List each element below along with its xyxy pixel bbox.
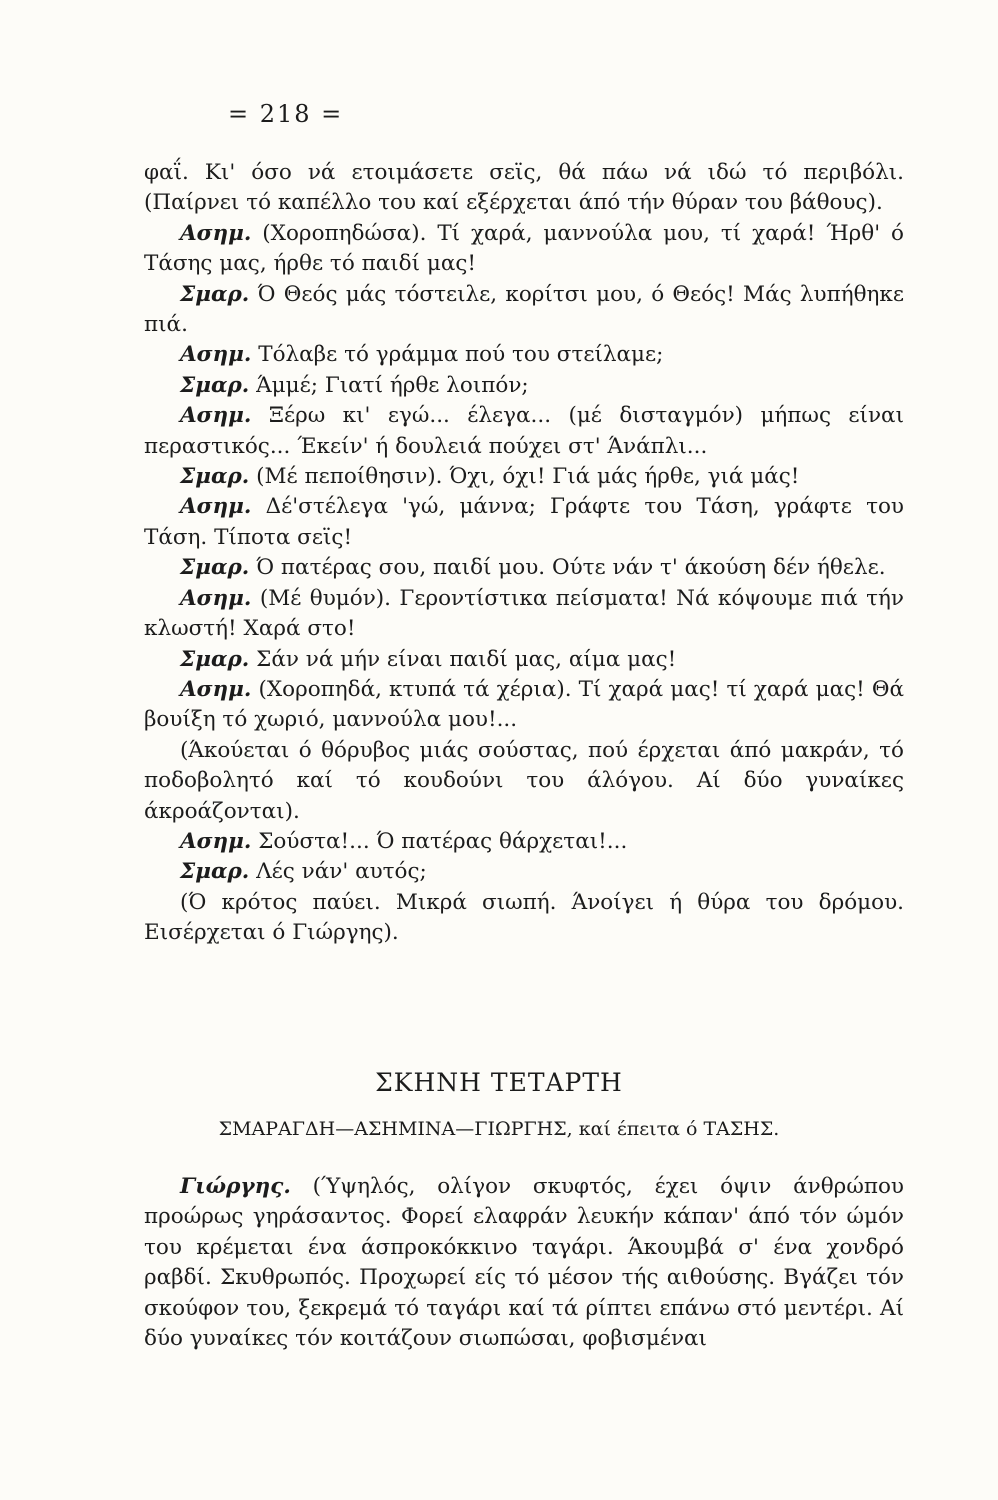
line-9: (Μέ θυμόν). Γεροντίστικα πείσματα! Νά κόψουμε πιά τήν κλωστή! Χαρά στο!: [144, 585, 904, 642]
cast-line: ΣΜΑΡΑΓΔΗ—ΑΣΗΜΙΝΑ—ΓΙΩΡΓΗΣ, καί έπειτα ό ΤΑΣΗΣ.: [218, 1118, 780, 1140]
speaker-6: Σμαρ.: [180, 464, 250, 490]
speaker-1: Ασημ.: [180, 220, 252, 246]
paragraph-12: [144, 736, 904, 827]
line-5: Ξέρω κι' εγώ... έλεγα... (μέ δισταγμόν) μήπως είναι περαστικός... Έκείν' ή δουλειά πούχει στ' Άνάπλι...: [144, 403, 905, 459]
speaker-11: Ασημ.: [180, 676, 252, 702]
paragraph-7: [144, 492, 904, 553]
scene-line-0: (Ύψηλός, ολίγον σκυφτός, έχει όψιν άνθρώπου προώρως γηράσαντος. Φορεί ελαφράν λευκήν κάπαν' άπό τόν ώμόν του κρέμεται ένα άσπροκόκκινο ταγάρι. Άκουμβά σ' ένα χονδρό ραβδί. Σκυθρωπός. Προχωρεί είς τό μέσον τής αιθούσης. Βγάζει τόν σκούφον του, ξεκρεμά τό ταγάρι καί τά ρίπτει επάνω στό μεντέρι. Αί δύο γυναίκες τόν κοιτάζουν σιωπώσαι, φοβισμέναι: [144, 1174, 904, 1352]
line-15: (Ό κρότος παύει. Μικρά σιωπή. Άνοίγει ή θύρα του δρόμου. Εισέρχεται ό Γιώργης).: [144, 889, 904, 946]
scene-paragraph-0: [144, 1172, 904, 1354]
line-12: (Άκούεται ό θόρυβος μιάς σούστας, πού έρχεται άπό μακράν, τό ποδοβολητό καί τό κουδούνι του άλόγου. Αί δύο γυναίκες άκροάζονται).: [144, 737, 904, 824]
paragraph-2: [144, 280, 904, 341]
paragraph-11: [144, 675, 904, 736]
line-0: φαΐ. Κι' όσο νά ετοιμάσετε σεϊς, θά πάω νά ιδώ τό περιβόλι. (Παίρνει τό καπέλλο του καί εξέρχεται άπό τήν θύραν του βάθους).: [144, 160, 904, 216]
speaker-8: Σμαρ.: [180, 555, 250, 581]
paragraph-15: [144, 888, 904, 949]
line-14: Λές νάν' αυτός;: [256, 859, 427, 885]
speaker-13: Ασημ.: [180, 828, 252, 854]
line-7: Δέ'στέλεγα 'γώ, μάννα; Γράφτε του Τάση, γράφτε του Τάση. Τίποτα σεϊς!: [144, 494, 904, 550]
line-1: (Χοροπηδώσα). Τί χαρά, μαννούλα μου, τί χαρά! Ήρθ' ό Τάσης μας, ήρθε τό παιδί μας!: [144, 220, 904, 277]
line-6: (Μέ πεποίθησιν). Όχι, όχι! Γιά μάς ήρθε, γιά μάς!: [256, 464, 800, 490]
paragraph-14: [144, 857, 904, 887]
line-8: Ό πατέρας σου, παιδί μου. Ούτε νάν τ' άκούση δέν ήθελε.: [256, 555, 886, 581]
line-3: Τόλαβε τό γράμμα πού του στείλαμε;: [258, 342, 664, 368]
scene-speaker-0: Γιώργης.: [180, 1174, 291, 1199]
scene-text-block: [144, 1172, 904, 1354]
paragraph-13: [144, 827, 904, 857]
speaker-10: Σμαρ.: [180, 646, 250, 672]
line-2: Ό Θεός μάς τόστειλε, κορίτσι μου, ό Θεός! Μάς λυπήθηκε πιά.: [144, 281, 904, 338]
dialogue-block: [144, 158, 904, 949]
speaker-9: Ασημ.: [180, 585, 252, 611]
line-11: (Χοροπηδά, κτυπά τά χέρια). Τί χαρά μας! τί χαρά μας! Θά βουίξη τό χωριό, μαννούλα μου!...: [144, 676, 904, 733]
line-10: Σάν νά μήν είναι παιδί μας, αίμα μας!: [256, 646, 677, 672]
paragraph-8: [144, 553, 904, 583]
speaker-5: Ασημ.: [180, 403, 252, 429]
line-13: Σούστα!... Ό πατέρας θάρχεται!...: [258, 828, 628, 854]
paragraph-1: [144, 219, 904, 280]
paragraph-3: [144, 340, 904, 370]
paragraph-6: [144, 462, 904, 492]
scene-heading: ΣΚΗΝΗ ΤΕΤΑΡΤΗ: [375, 1068, 623, 1097]
speaker-4: Σμαρ.: [180, 372, 250, 398]
speaker-3: Ασημ.: [180, 342, 252, 368]
speaker-7: Ασημ.: [180, 494, 252, 520]
paragraph-4: [144, 371, 904, 401]
paragraph-0: [144, 158, 904, 219]
line-4: Άμμέ; Γιατί ήρθε λοιπόν;: [256, 372, 529, 398]
page-number: = 218 =: [228, 100, 344, 128]
paragraph-5: [144, 401, 904, 462]
speaker-2: Σμαρ.: [180, 281, 250, 307]
paragraph-9: [144, 584, 904, 645]
paragraph-10: [144, 645, 904, 675]
speaker-14: Σμαρ.: [180, 859, 250, 885]
